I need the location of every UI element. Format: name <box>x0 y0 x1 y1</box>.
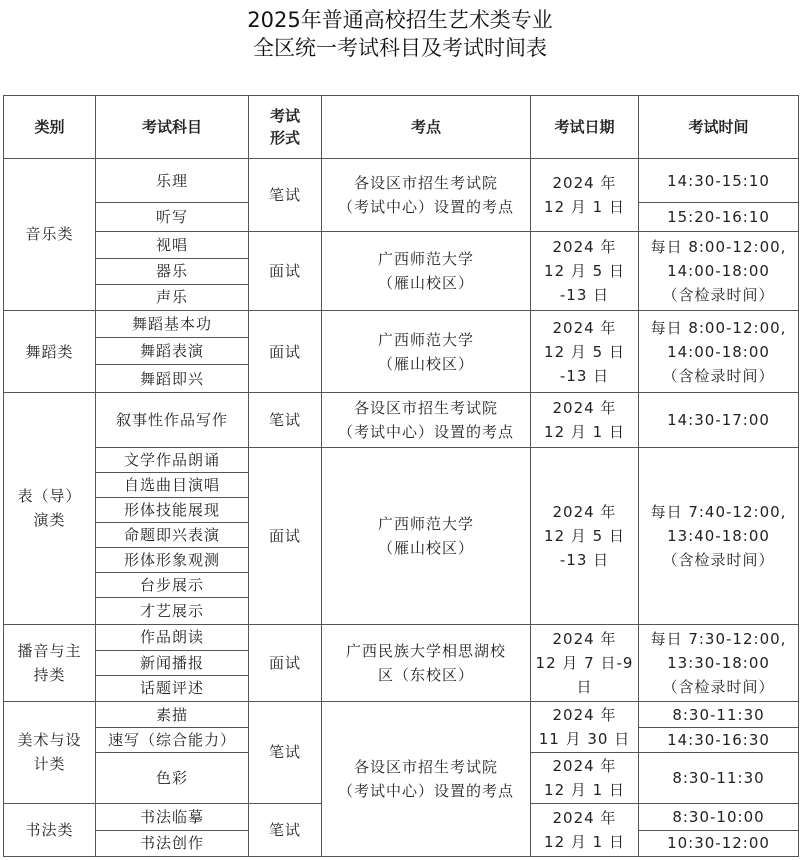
subject-cell: 书法临摹 <box>96 803 249 830</box>
subject-cell: 自选曲目演唱 <box>96 472 249 497</box>
form-cell: 笔试 <box>249 701 322 803</box>
form-cell: 面试 <box>249 624 322 701</box>
category-art-design: 美术与设 计类 <box>4 701 96 803</box>
subject-cell: 声乐 <box>96 284 249 310</box>
form-cell: 笔试 <box>249 803 322 856</box>
time-cell: 每日 7:40-12:00, 13:40-18:00 （含检录时间） <box>639 447 799 624</box>
subject-cell: 新闻播报 <box>96 650 249 675</box>
date-cell: 2024 年 12 月 1 日 <box>531 753 639 803</box>
subject-cell: 话题评述 <box>96 675 249 701</box>
table-row <box>4 159 799 203</box>
subject-cell: 乐理 <box>96 159 249 203</box>
subject-cell: 速写（综合能力） <box>96 728 249 753</box>
subject-cell: 文学作品朗诵 <box>96 447 249 472</box>
table-row <box>4 232 799 258</box>
header-form: 考试 形式 <box>249 96 322 159</box>
subject-cell: 听写 <box>96 203 249 232</box>
title-line-1: 2025年普通高校招生艺术类专业 <box>247 8 553 32</box>
time-cell: 15:20-16:10 <box>639 203 799 232</box>
subject-cell: 书法创作 <box>96 830 249 856</box>
category-broadcasting: 播音与主 持类 <box>4 624 96 701</box>
time-cell: 8:30-10:00 <box>639 803 799 830</box>
category-dance: 舞蹈类 <box>4 310 96 392</box>
subject-cell: 舞蹈即兴 <box>96 365 249 393</box>
time-cell: 14:30-17:00 <box>639 393 799 447</box>
time-cell: 14:30-16:30 <box>639 728 799 753</box>
header-venue: 考点 <box>322 96 531 159</box>
subject-cell: 才艺展示 <box>96 598 249 624</box>
form-cell: 笔试 <box>249 159 322 232</box>
header-time: 考试时间 <box>639 96 799 159</box>
date-cell: 2024 年 12 月 7 日-9 日 <box>531 624 639 701</box>
form-cell: 面试 <box>249 310 322 392</box>
venue-cell: 广西师范大学 （雁山校区） <box>322 310 531 392</box>
time-cell: 14:30-15:10 <box>639 159 799 203</box>
header-subject: 考试科目 <box>96 96 249 159</box>
time-cell: 8:30-11:30 <box>639 753 799 803</box>
time-cell: 每日 7:30-12:00, 13:30-18:00 （含检录时间） <box>639 624 799 701</box>
category-calligraphy: 书法类 <box>4 803 96 856</box>
table-row <box>4 393 799 447</box>
table-row <box>4 701 799 727</box>
form-cell: 面试 <box>249 232 322 310</box>
time-cell: 10:30-12:00 <box>639 830 799 856</box>
date-cell: 2024 年 12 月 5 日 -13 日 <box>531 447 639 624</box>
venue-cell: 广西民族大学相思湖校 区（东校区） <box>322 624 531 701</box>
table-row <box>4 447 799 472</box>
date-cell: 2024 年 12 月 1 日 <box>531 159 639 232</box>
category-music: 音乐类 <box>4 159 96 311</box>
subject-cell: 形体技能展现 <box>96 497 249 522</box>
venue-cell: 各设区市招生考试院 （考试中心）设置的考点 <box>322 393 531 447</box>
header-row <box>4 96 799 159</box>
venue-cell: 广西师范大学 （雁山校区） <box>322 232 531 310</box>
venue-cell: 各设区市招生考试院 （考试中心）设置的考点 <box>322 159 531 232</box>
title-line-2: 全区统一考试科目及考试时间表 <box>253 36 547 60</box>
subject-cell: 作品朗读 <box>96 624 249 650</box>
category-performance: 表（导） 演类 <box>4 393 96 624</box>
date-cell: 2024 年 12 月 5 日 -13 日 <box>531 232 639 310</box>
subject-cell: 色彩 <box>96 753 249 803</box>
table-row <box>4 624 799 650</box>
venue-cell: 广西师范大学 （雁山校区） <box>322 447 531 624</box>
date-cell: 2024 年 12 月 5 日 -13 日 <box>531 310 639 392</box>
subject-cell: 命题即兴表演 <box>96 522 249 547</box>
subject-cell: 形体形象观测 <box>96 548 249 573</box>
time-cell: 8:30-11:30 <box>639 701 799 727</box>
date-cell: 2024 年 12 月 1 日 <box>531 803 639 856</box>
form-cell: 面试 <box>249 447 322 624</box>
time-cell: 每日 8:00-12:00, 14:00-18:00 （含检录时间） <box>639 232 799 310</box>
page-title <box>0 6 800 62</box>
subject-cell: 舞蹈基本功 <box>96 310 249 337</box>
header-category: 类别 <box>4 96 96 159</box>
table-row <box>4 310 799 337</box>
subject-cell: 素描 <box>96 701 249 727</box>
schedule-table <box>3 95 799 857</box>
form-cell: 笔试 <box>249 393 322 447</box>
header-date: 考试日期 <box>531 96 639 159</box>
subject-cell: 台步展示 <box>96 573 249 598</box>
subject-cell: 视唱 <box>96 232 249 258</box>
subject-cell: 叙事性作品写作 <box>96 393 249 447</box>
time-cell: 每日 8:00-12:00, 14:00-18:00 （含检录时间） <box>639 310 799 392</box>
date-cell: 2024 年 12 月 1 日 <box>531 393 639 447</box>
subject-cell: 舞蹈表演 <box>96 337 249 364</box>
subject-cell: 器乐 <box>96 258 249 284</box>
date-cell: 2024 年 11 月 30 日 <box>531 701 639 752</box>
venue-cell: 各设区市招生考试院 （考试中心）设置的考点 <box>322 701 531 856</box>
